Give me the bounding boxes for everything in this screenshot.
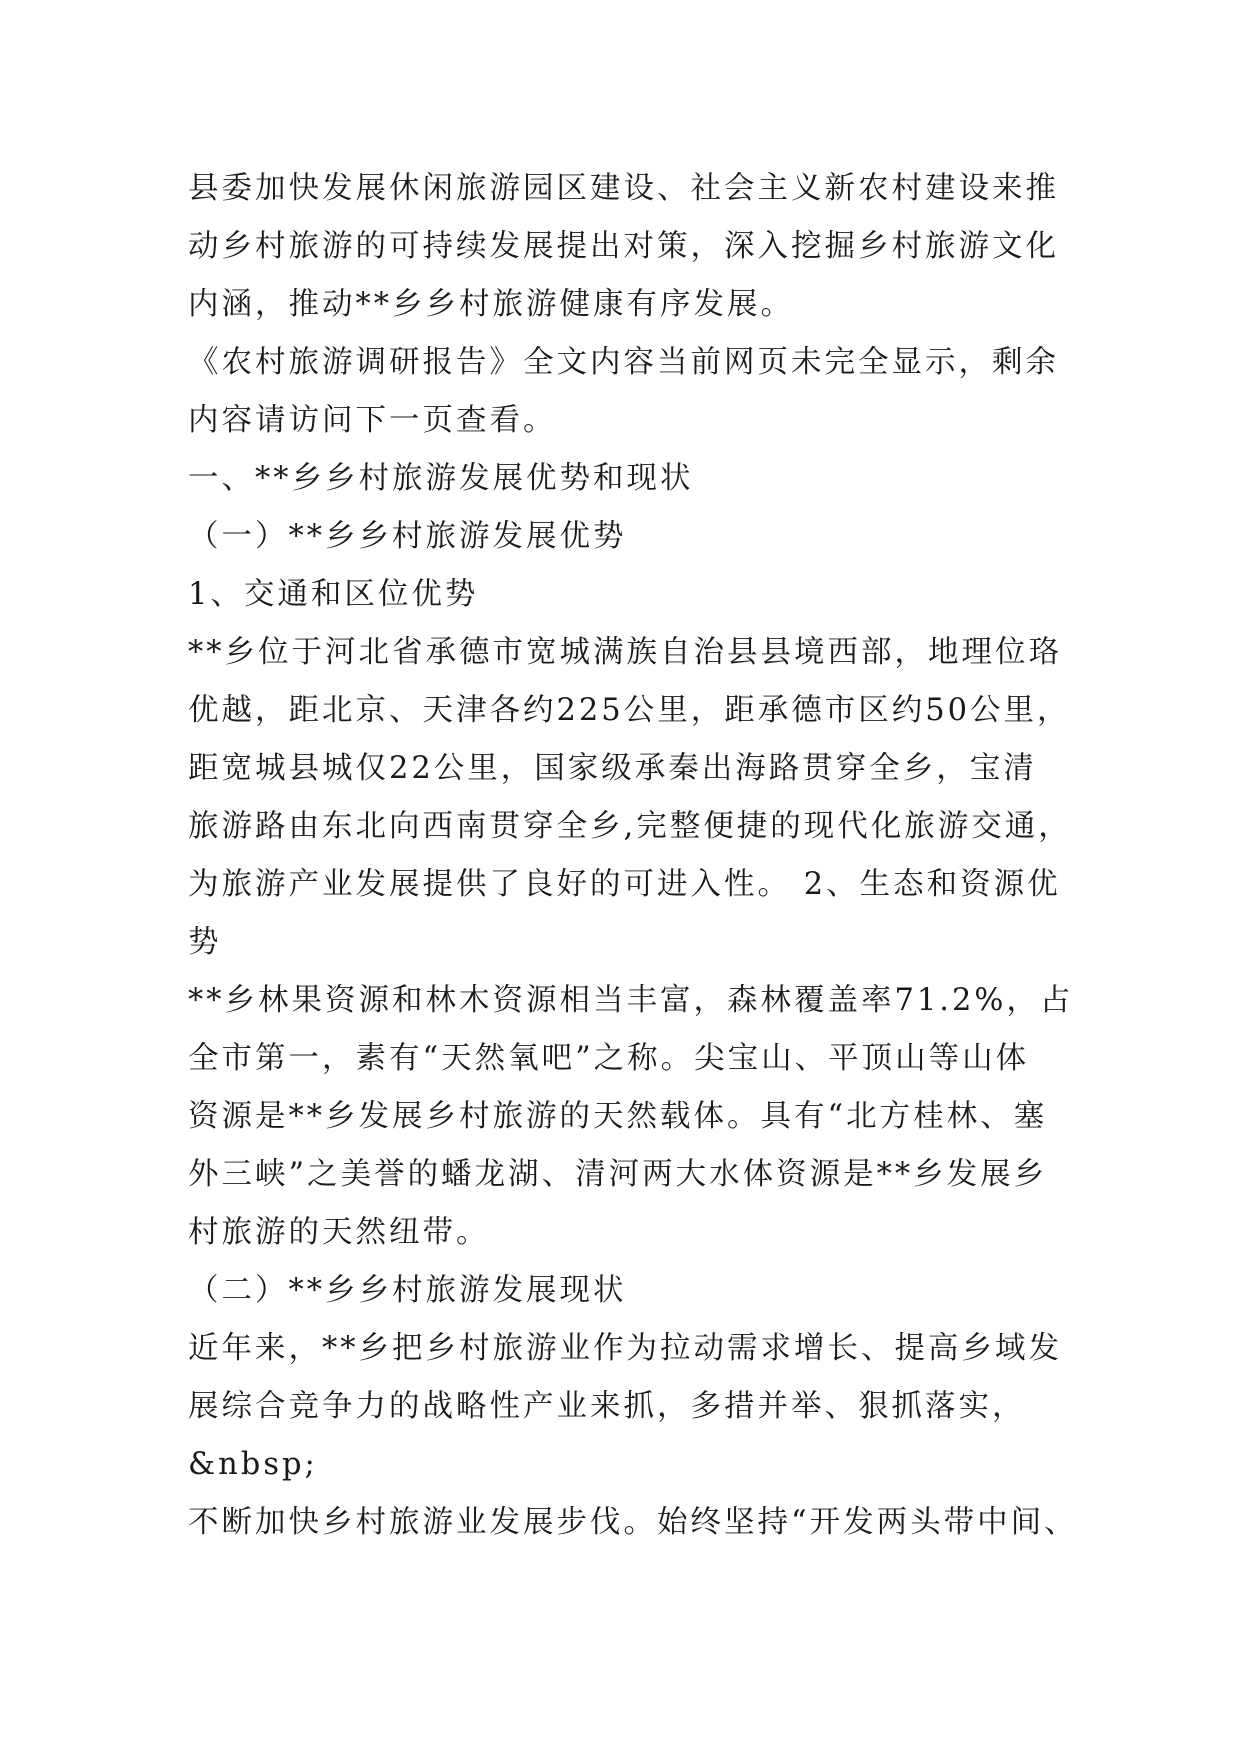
text-line: 资源是**乡发展乡村旅游的天然载体。具有“北方桂林、塞 (188, 1099, 1048, 1134)
text-line: 动乡村旅游的可持续发展提出对策，深入挖掘乡村旅游文化 (188, 229, 1059, 264)
text-line: 外三峡”之美誉的蟠龙湖、清河两大水体资源是**乡发展乡 (188, 1157, 1048, 1192)
text-line: 《农村旅游调研报告》全文内容当前网页未完全显示，剩余 (188, 345, 1059, 380)
text-line: 旅游路由东北向西南贯穿全乡,完整便捷的现代化旅游交通， (188, 809, 1072, 844)
text-line: 近年来，**乡把乡村旅游业作为拉动需求增长、提高乡域发 (188, 1331, 1062, 1366)
item-heading: 1、交通和区位优势 (188, 577, 479, 612)
subsection-heading: （二）**乡乡村旅游发展现状 (188, 1273, 627, 1308)
text-line: **乡位于河北省承德市宽城满族自治县县境西部，地理位珞 (188, 635, 1062, 670)
text-line: 为旅游产业发展提供了良好的可进入性。 2、生态和资源优 (188, 867, 1061, 902)
text-line: 村旅游的天然纽带。 (188, 1215, 490, 1250)
text-line: 县委加快发展休闲旅游园区建设、社会主义新农村建设来推 (188, 171, 1059, 206)
text-line: 内容请访问下一页查看。 (188, 403, 557, 438)
document-body (188, 160, 1078, 1552)
text-line: 势 (188, 925, 222, 960)
text-line: 优越，距北京、天津各约225公里，距承德市区约50公里， (188, 693, 1071, 728)
subsection-heading: （一）**乡乡村旅游发展优势 (188, 519, 627, 554)
section-heading: 一、**乡乡村旅游发展优势和现状 (188, 461, 694, 496)
text-line: 展综合竞争力的战略性产业来抓，多措并举、狠抓落实， (188, 1389, 1026, 1424)
text-line: **乡林果资源和林木资源相当丰富，森林覆盖率71.2%，占 (188, 983, 1074, 1018)
text-line: 不断加快乡村旅游业发展步伐。始终坚持“开发两头带中间、 (188, 1505, 1078, 1540)
text-line: 全市第一，素有“天然氧吧”之称。尖宝山、平顶山等山体 (188, 1041, 1030, 1076)
text-line: 距宽城县城仅22公里，国家级承秦出海路贯穿全乡，宝清 (188, 751, 1037, 786)
text-line: &nbsp; (188, 1447, 318, 1482)
text-line: 内涵，推动**乡乡村旅游健康有序发展。 (188, 287, 794, 322)
